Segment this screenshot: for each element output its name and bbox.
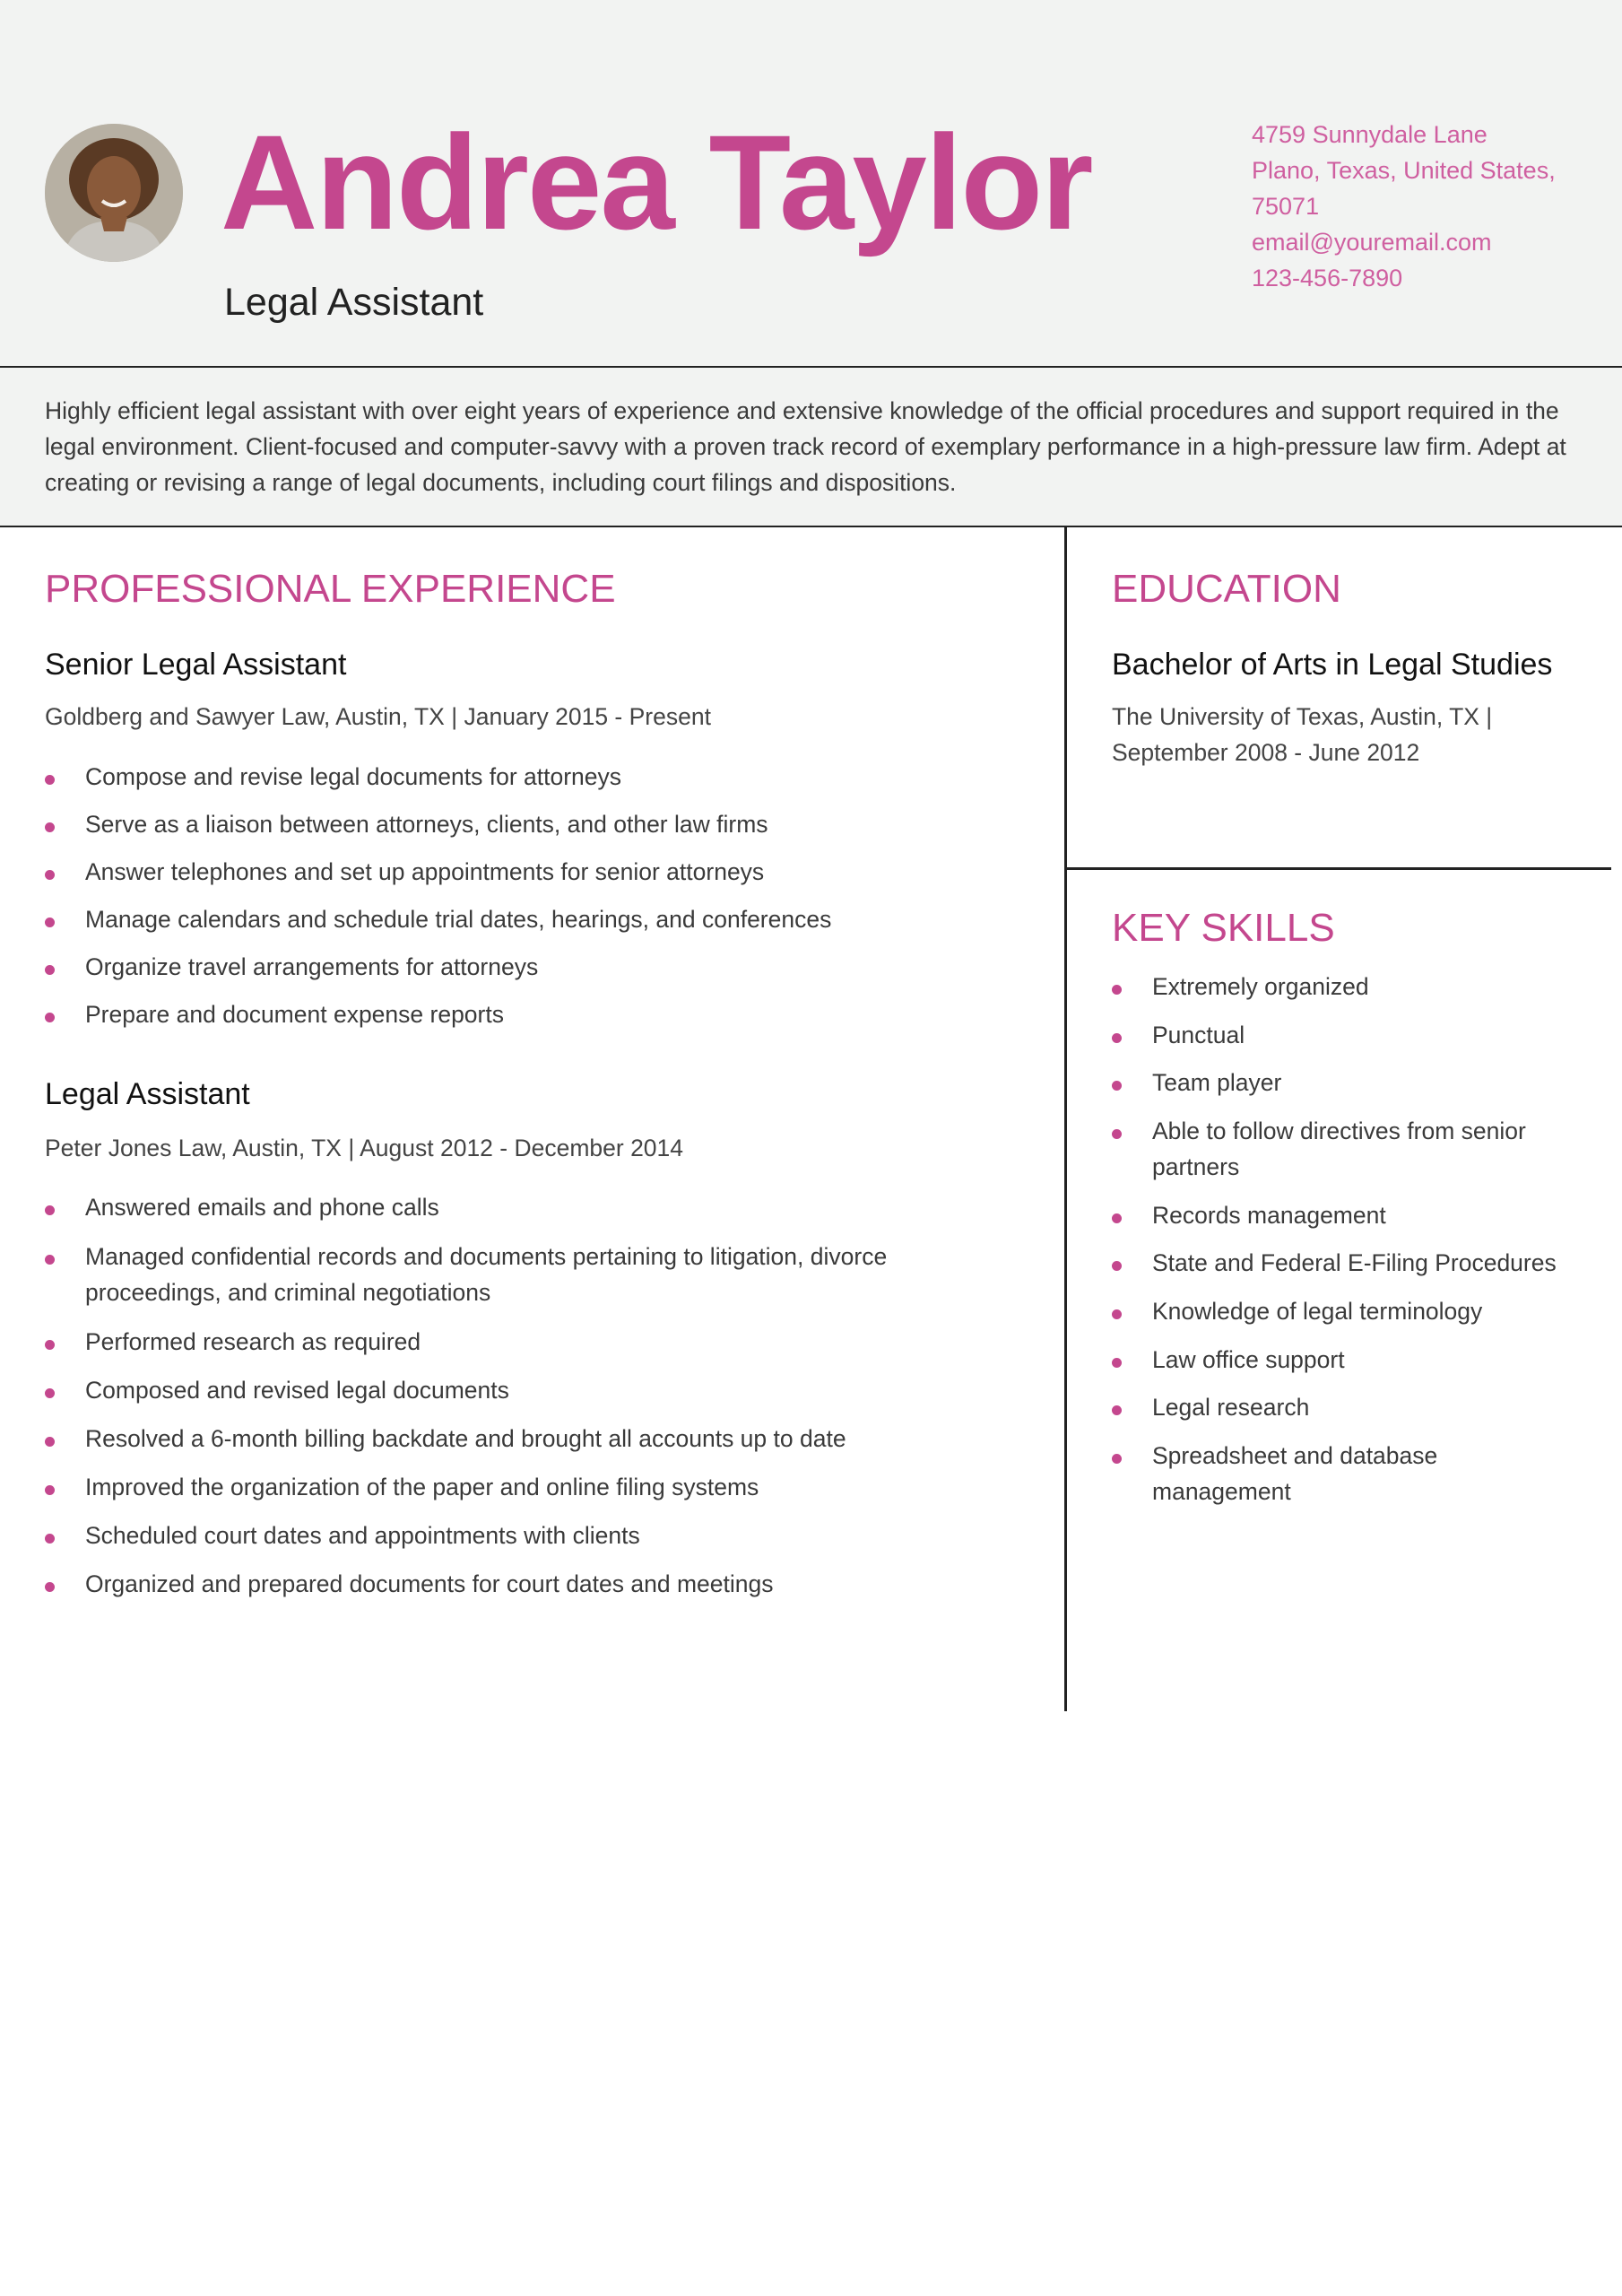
list-item: Punctual [1112,1017,1560,1053]
bullet-icon [1112,1405,1122,1415]
bullet-icon [1112,1454,1122,1464]
list-item: Managed confidential records and documents pertaining to litigation, divorce proceedings, and criminal negotiations [45,1239,1022,1310]
school-line: The University of Texas, Austin, TX | [1112,703,1493,730]
skills-list [1112,969,1560,1509]
list-item: Composed and revised legal documents [45,1372,1022,1408]
column-divider [1064,527,1067,1711]
list-item: State and Federal E-Filing Procedures [1112,1245,1560,1281]
list-item: Resolved a 6-month billing backdate and brought all accounts up to date [45,1421,1022,1457]
bullet-icon [45,965,55,975]
phone-number: 123-456-7890 [1252,265,1403,291]
list-item: Improved the organization of the paper and online filing systems [45,1469,1022,1505]
list-item: Spreadsheet and database management [1112,1438,1560,1509]
bullet-icon [45,1534,55,1544]
list-item: Law office support [1112,1342,1560,1378]
list-item: Serve as a liaison between attorneys, clients, and other law firms [45,806,1013,842]
job-meta: Goldberg and Sawyer Law, Austin, TX | January 2015 - Present [45,703,711,730]
bullet-icon [45,1582,55,1592]
header [0,0,1622,368]
candidate-name: Andrea Taylor [221,107,1092,257]
bullet-icon [45,775,55,785]
list-item: Extremely organized [1112,969,1560,1004]
bullet-icon [1112,1033,1122,1043]
bullet-icon [45,918,55,927]
list-item: Answered emails and phone calls [45,1189,1022,1225]
experience-heading: PROFESSIONAL EXPERIENCE [45,567,616,611]
bullet-icon [45,1437,55,1447]
bullet-icon [45,1013,55,1022]
bullet-icon [1112,1309,1122,1319]
bullet-icon [45,1485,55,1495]
person-photo-icon [45,124,183,262]
list-item: Able to follow directives from senior partners [1112,1113,1560,1185]
job-title: Legal Assistant [45,1077,250,1111]
list-item: Team player [1112,1065,1560,1100]
list-item: Compose and revise legal documents for attorneys [45,759,1013,795]
candidate-role: Legal Assistant [224,281,484,324]
job-meta: Peter Jones Law, Austin, TX | August 2012 - December 2014 [45,1135,684,1161]
bullet-icon [45,1388,55,1398]
address-line-3: 75071 [1252,193,1320,220]
summary-section [0,368,1622,527]
section-divider [1066,867,1611,870]
bullet-icon [1112,1358,1122,1368]
bullet-icon [45,1340,55,1350]
job-bullets [45,1189,1022,1602]
bullet-icon [45,1255,55,1265]
bullet-icon [1112,985,1122,995]
list-item: Manage calendars and schedule trial dates, hearings, and conferences [45,901,1013,937]
bullet-icon [45,870,55,880]
job-title: Senior Legal Assistant [45,648,347,682]
address-line-1: 4759 Sunnydale Lane [1252,121,1488,148]
bullet-icon [1112,1129,1122,1139]
degree-title: Bachelor of Arts in Legal Studies [1112,648,1553,682]
job-bullets [45,759,1013,1032]
list-item: Performed research as required [45,1324,1022,1360]
school-dates: September 2008 - June 2012 [1112,739,1420,766]
summary-text: Highly efficient legal assistant with over eight years of experience and extensive knowledge of the official procedures and support required in the legal environment. Client-focused and computer-savvy with a proven track record of exemplary performance in a high-pressure law firm. Adept at creating or revising a range of legal documents, including court filings and dispositions. [45,397,1566,496]
school-info [1112,699,1596,770]
list-item: Organized and prepared documents for court dates and meetings [45,1566,1022,1602]
list-item: Organize travel arrangements for attorneys [45,949,1013,985]
education-heading: EDUCATION [1112,567,1341,611]
list-item: Legal research [1112,1389,1560,1425]
contact-block [1252,117,1592,296]
bullet-icon [1112,1213,1122,1223]
list-item: Records management [1112,1197,1560,1233]
email-link[interactable]: email@youremail.com [1252,229,1492,256]
profile-photo [45,124,183,262]
bullet-icon [45,1205,55,1215]
address-line-2: Plano, Texas, United States, [1252,157,1556,184]
bullet-icon [1112,1081,1122,1091]
bullet-icon [45,822,55,832]
list-item: Prepare and document expense reports [45,996,1013,1032]
bullet-icon [1112,1261,1122,1271]
skills-heading: KEY SKILLS [1112,906,1335,950]
list-item: Knowledge of legal terminology [1112,1293,1560,1329]
list-item: Answer telephones and set up appointments for senior attorneys [45,854,1013,890]
list-item: Scheduled court dates and appointments with clients [45,1518,1022,1553]
